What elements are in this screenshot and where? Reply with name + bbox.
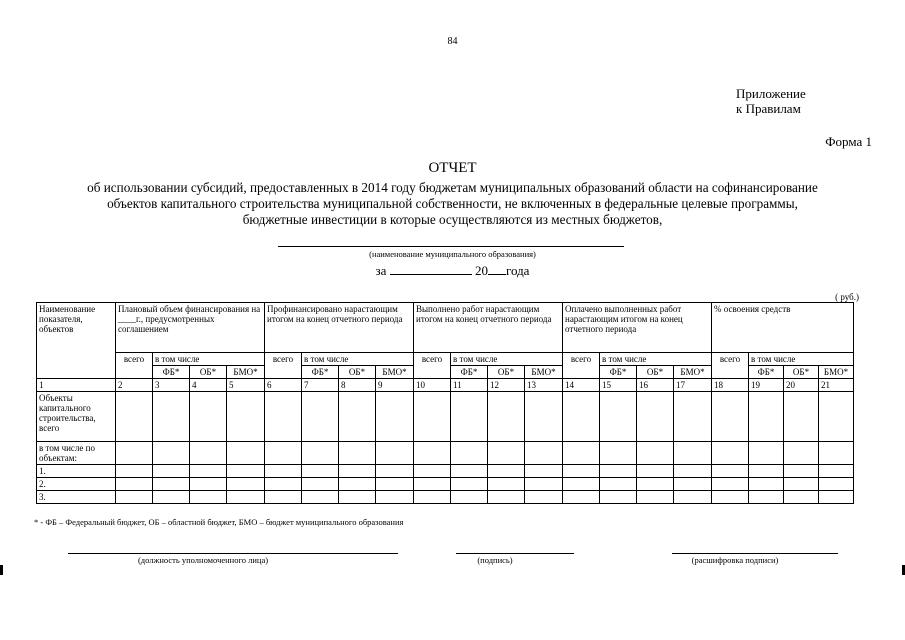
data-cell[interactable] [488, 465, 525, 478]
col-number: 4 [190, 379, 227, 392]
total-header: всего [712, 353, 749, 379]
form-label: Форма 1 [825, 134, 872, 149]
data-cell[interactable] [451, 442, 488, 465]
ob-header: ОБ* [190, 366, 227, 379]
subtitle-line-1: об использовании субсидий, предоставленных в 2014 году бюджетам муниципальных образований области на софинансирование [87, 180, 818, 195]
total-header: всего [265, 353, 302, 379]
data-cell[interactable] [563, 491, 600, 504]
data-cell[interactable] [339, 442, 376, 465]
appendix-line-1: Приложение [736, 86, 806, 101]
including-header: в том числе [749, 353, 854, 366]
municipality-caption: (наименование муниципального образования) [369, 249, 536, 259]
group-planned: Плановый объем финансирования на ____г., предусмотренных соглашением [116, 303, 265, 353]
period-line [0, 262, 905, 279]
table-row [37, 465, 854, 478]
data-cell[interactable] [488, 491, 525, 504]
data-cell[interactable] [563, 478, 600, 491]
bmo-header: БМО* [227, 366, 265, 379]
data-cell[interactable] [116, 465, 153, 478]
data-cell[interactable] [749, 491, 784, 504]
data-cell[interactable] [784, 465, 819, 478]
fb-header: ФБ* [302, 366, 339, 379]
data-cell[interactable] [153, 442, 190, 465]
data-cell[interactable] [674, 442, 712, 465]
data-cell[interactable] [302, 491, 339, 504]
column-number-row [37, 379, 854, 392]
data-cell[interactable] [712, 392, 749, 442]
data-cell[interactable] [674, 392, 712, 442]
ob-header: ОБ* [339, 366, 376, 379]
data-cell[interactable] [227, 392, 265, 442]
page-number: 84 [447, 36, 458, 47]
period-blank[interactable] [390, 262, 472, 275]
data-cell[interactable] [339, 478, 376, 491]
data-cell[interactable] [637, 491, 674, 504]
data-cell[interactable] [414, 478, 451, 491]
data-cell[interactable] [600, 442, 637, 465]
including-header: в том числе [302, 353, 414, 366]
data-cell[interactable] [674, 491, 712, 504]
col-number: 3 [153, 379, 190, 392]
position-caption: (должность уполномоченного лица) [137, 555, 269, 565]
appendix-label [736, 86, 806, 116]
including-header: в том числе [600, 353, 712, 366]
col-number: 16 [637, 379, 674, 392]
data-cell[interactable] [488, 478, 525, 491]
col-number: 21 [819, 379, 854, 392]
data-cell[interactable] [265, 491, 302, 504]
data-cell[interactable] [563, 465, 600, 478]
data-cell[interactable] [819, 491, 854, 504]
col-name-header: Наименование показателя, объектов [37, 303, 116, 379]
data-cell[interactable] [302, 442, 339, 465]
col-number: 17 [674, 379, 712, 392]
data-cell[interactable] [451, 465, 488, 478]
group-completed: Выполнено работ нарастающим итогом на конец отчетного периода [414, 303, 563, 353]
data-cell[interactable] [600, 465, 637, 478]
data-cell[interactable] [600, 392, 637, 442]
data-cell[interactable] [190, 491, 227, 504]
data-cell[interactable] [749, 442, 784, 465]
data-cell[interactable] [819, 442, 854, 465]
data-cell[interactable] [600, 491, 637, 504]
data-cell[interactable] [488, 442, 525, 465]
data-cell[interactable] [451, 392, 488, 442]
subtitle-line-3: бюджетные инвестиции в которые осуществляются из местных бюджетов, [242, 212, 663, 227]
data-cell[interactable] [265, 478, 302, 491]
fb-header: ФБ* [153, 366, 190, 379]
bmo-header: БМО* [525, 366, 563, 379]
col-number: 2 [116, 379, 153, 392]
table-row [37, 442, 854, 465]
signature-caption: (подпись) [477, 555, 513, 565]
ob-header: ОБ* [488, 366, 525, 379]
fb-header: ФБ* [451, 366, 488, 379]
including-header: в том числе [451, 353, 563, 366]
signature-line[interactable] [456, 553, 574, 554]
data-cell[interactable] [227, 491, 265, 504]
municipality-blank-line[interactable] [278, 246, 624, 247]
data-cell[interactable] [451, 491, 488, 504]
data-cell[interactable] [116, 442, 153, 465]
period-year-prefix: 20 [474, 263, 488, 278]
period-suffix: года [505, 263, 530, 278]
data-cell[interactable] [116, 392, 153, 442]
row-label: 2. [37, 478, 116, 491]
subtitle-line-2: объектов капитального строительства муниципальной собственности, не включенных в федеральные целевые программы, [107, 196, 798, 211]
col-number: 1 [37, 379, 116, 392]
data-cell[interactable] [600, 478, 637, 491]
ob-header: ОБ* [784, 366, 819, 379]
data-cell[interactable] [302, 392, 339, 442]
bmo-header: БМО* [674, 366, 712, 379]
data-cell[interactable] [376, 442, 414, 465]
data-cell[interactable] [116, 491, 153, 504]
report-title: ОТЧЕТ [428, 160, 477, 176]
data-cell[interactable] [488, 392, 525, 442]
col-number: 18 [712, 379, 749, 392]
data-cell[interactable] [563, 442, 600, 465]
year-blank[interactable] [488, 262, 506, 275]
data-cell[interactable] [637, 442, 674, 465]
signature-decoding-line[interactable] [672, 553, 838, 554]
data-cell[interactable] [376, 478, 414, 491]
report-table [36, 302, 854, 504]
including-header: в том числе [153, 353, 265, 366]
col-number: 10 [414, 379, 451, 392]
row-label: в том числе по объектам: [37, 442, 116, 465]
data-cell[interactable] [712, 478, 749, 491]
left-margin-mark [0, 565, 3, 575]
data-cell[interactable] [414, 392, 451, 442]
data-cell[interactable] [525, 478, 563, 491]
data-cell[interactable] [190, 465, 227, 478]
data-cell[interactable] [784, 392, 819, 442]
data-cell[interactable] [339, 392, 376, 442]
data-cell[interactable] [637, 465, 674, 478]
data-cell[interactable] [819, 392, 854, 442]
data-cell[interactable] [784, 442, 819, 465]
data-cell[interactable] [414, 465, 451, 478]
data-cell[interactable] [153, 491, 190, 504]
data-cell[interactable] [302, 465, 339, 478]
row-label: 3. [37, 491, 116, 504]
data-cell[interactable] [784, 478, 819, 491]
data-cell[interactable] [525, 392, 563, 442]
data-cell[interactable] [637, 392, 674, 442]
data-cell[interactable] [749, 392, 784, 442]
data-cell[interactable] [376, 465, 414, 478]
data-cell[interactable] [376, 491, 414, 504]
group-financed: Профинансировано нарастающим итогом на конец отчетного периода [265, 303, 414, 353]
row-label: 1. [37, 465, 116, 478]
fb-header: ФБ* [749, 366, 784, 379]
row-label: Объекты капитального строительства, всего [37, 392, 116, 442]
col-number: 14 [563, 379, 600, 392]
table-row [37, 491, 854, 504]
currency-unit: ( руб.) [835, 292, 859, 302]
report-subtitle [0, 180, 905, 228]
data-cell[interactable] [227, 478, 265, 491]
col-number: 20 [784, 379, 819, 392]
col-number: 6 [265, 379, 302, 392]
data-cell[interactable] [265, 442, 302, 465]
data-cell[interactable] [712, 491, 749, 504]
header-row-total [37, 353, 854, 366]
col-number: 8 [339, 379, 376, 392]
total-header: всего [563, 353, 600, 379]
col-number: 15 [600, 379, 637, 392]
position-signature-line[interactable] [68, 553, 398, 554]
period-prefix: за [375, 263, 387, 278]
ob-header: ОБ* [637, 366, 674, 379]
data-cell[interactable] [712, 442, 749, 465]
col-number: 12 [488, 379, 525, 392]
header-row-groups [37, 303, 854, 353]
data-cell[interactable] [153, 392, 190, 442]
data-cell[interactable] [265, 465, 302, 478]
fb-header: ФБ* [600, 366, 637, 379]
data-cell[interactable] [819, 478, 854, 491]
data-cell[interactable] [190, 442, 227, 465]
group-utilization: % освоения средств [712, 303, 854, 353]
data-cell[interactable] [784, 491, 819, 504]
data-cell[interactable] [153, 465, 190, 478]
data-cell[interactable] [712, 465, 749, 478]
footnote: * - ФБ – Федеральный бюджет, ОБ – областной бюджет, БМО – бюджет муниципального образования [34, 517, 404, 527]
appendix-line-2: к Правилам [736, 101, 801, 116]
data-cell[interactable] [302, 478, 339, 491]
data-cell[interactable] [525, 491, 563, 504]
data-cell[interactable] [116, 478, 153, 491]
data-cell[interactable] [819, 465, 854, 478]
data-cell[interactable] [190, 392, 227, 442]
col-number: 13 [525, 379, 563, 392]
group-paid: Оплачено выполненных работ нарастающим итогом на конец отчетного периода [563, 303, 712, 353]
data-cell[interactable] [674, 465, 712, 478]
bmo-header: БМО* [819, 366, 854, 379]
col-number: 19 [749, 379, 784, 392]
col-number: 11 [451, 379, 488, 392]
data-cell[interactable] [227, 442, 265, 465]
bmo-header: БМО* [376, 366, 414, 379]
col-number: 9 [376, 379, 414, 392]
data-cell[interactable] [525, 442, 563, 465]
data-cell[interactable] [265, 392, 302, 442]
data-cell[interactable] [451, 478, 488, 491]
table-row [37, 478, 854, 491]
data-cell[interactable] [227, 465, 265, 478]
data-cell[interactable] [749, 465, 784, 478]
data-cell[interactable] [637, 478, 674, 491]
data-cell[interactable] [414, 491, 451, 504]
data-cell[interactable] [414, 442, 451, 465]
data-cell[interactable] [376, 392, 414, 442]
total-header: всего [116, 353, 153, 379]
data-cell[interactable] [525, 465, 563, 478]
data-cell[interactable] [339, 465, 376, 478]
data-cell[interactable] [339, 491, 376, 504]
signature-decoding-caption: (расшифровка подписи) [691, 555, 779, 565]
col-number: 7 [302, 379, 339, 392]
data-cell[interactable] [153, 478, 190, 491]
data-cell[interactable] [563, 392, 600, 442]
data-cell[interactable] [190, 478, 227, 491]
total-header: всего [414, 353, 451, 379]
table-row [37, 392, 854, 442]
data-cell[interactable] [749, 478, 784, 491]
col-number: 5 [227, 379, 265, 392]
data-cell[interactable] [674, 478, 712, 491]
